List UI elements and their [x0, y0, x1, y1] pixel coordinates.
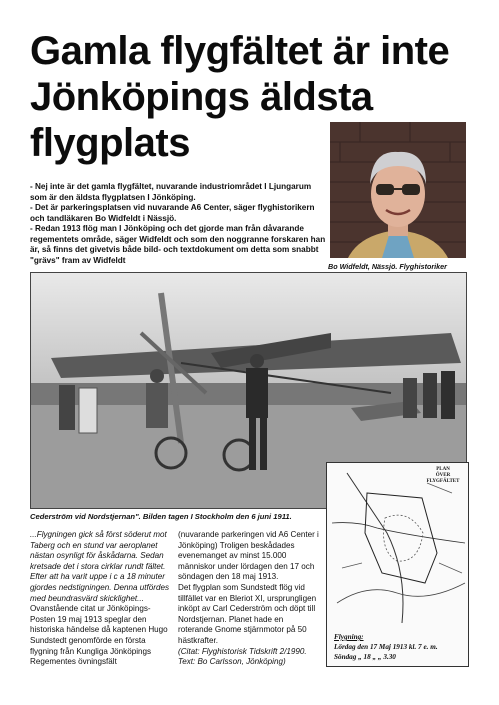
- airfield-map-drawing: [327, 463, 469, 633]
- column-paragraph: Det flygplan som Sundstedt flög vid tillfället var en Bleriot XI, ursprungligen inköpt av Carl Cederström och döpt till Nordstjernan. Planet hade en roterande Gnome stjärnmotor på 50 hästkrafter.: [178, 582, 317, 645]
- schedule-line-sunday: Söndag „ 18 „ „ 3.30: [334, 653, 396, 661]
- map-title-line: ÖVER: [435, 473, 451, 478]
- article-column-2: [178, 530, 320, 668]
- text-credit: Text: Bo Carlsson, Jönköping): [178, 657, 286, 667]
- headline-line-1: Gamla flygfältet är inte: [30, 29, 450, 73]
- map-title-line: PLAN: [436, 467, 450, 472]
- citation-note: (Citat: Flyghistorisk Tidskrift 2/1990.: [178, 646, 307, 656]
- column-paragraph: Ovanstående citat ur Jönköpings-Posten 19 maj 1913 speglar den historiska händelse då kaptenen Hugo Sundstedt genomförde en första flygning från Kungliga Jönköpings Regementes övningsfält: [30, 604, 168, 667]
- intro-paragraph: - Redan 1913 flög man I Jönköping och det gjorde man från dåvarande regementets område, säger Widfeldt och som den noggranne forskaren han är, så finns det givetvis både bild- och textdokument om detta som snabbt "grävs" fram av Widfeldt: [30, 224, 326, 265]
- portrait-image: [330, 122, 466, 258]
- headline-line-3: flygplats: [30, 121, 190, 165]
- intro-paragraph: - Nej inte är det gamla flygfältet, nuvarande industriområdet I Ljungarum som är den äldsta flygplatsen I Jönköping.: [30, 182, 312, 202]
- intro-paragraph: - Det är parkeringsplatsen vid nuvarande A6 Center, säger flyghistorikern och tandläkaren Bo Widfeldt i Nässjö.: [30, 203, 315, 223]
- map-title-line: FLYGFÄLTET: [426, 479, 460, 484]
- flight-schedule: [334, 632, 494, 662]
- column-paragraph: (nuvarande parkeringen vid A6 Center i Jönköping) Troligen beskådades evenemanget av minst 15.000 människor under lördagen den 17 och söndagen den 18 maj 1913.: [178, 530, 319, 582]
- photo-caption: Cederström vid Nordstjernan". Bilden tagen I Stockholm den 6 juni 1911.: [30, 512, 292, 521]
- article-column-1: [30, 530, 172, 668]
- column-paragraph: ...Flygningen gick så först söderut mot Taberg och en stund var aeroplanet nästan osynligt för åskådarna. Sedan kretsade det i stora cirklar rundt fältet. Efter att ha varit uppe i c a 18 minuter gjordes nedstigningen. Denna utfördes med beundrasvärd skicklighet...: [30, 530, 170, 603]
- intro-text: [30, 182, 326, 266]
- headline-line-2: Jönköpings äldsta: [30, 75, 373, 119]
- schedule-line-saturday: Lördag den 17 Maj 1913 kl. 7 e. m.: [334, 643, 438, 651]
- portrait-photo: [330, 122, 466, 258]
- schedule-title: Flygning:: [334, 633, 364, 641]
- portrait-caption: Bo Widfeldt, Nässjö. Flyghistoriker: [328, 262, 447, 271]
